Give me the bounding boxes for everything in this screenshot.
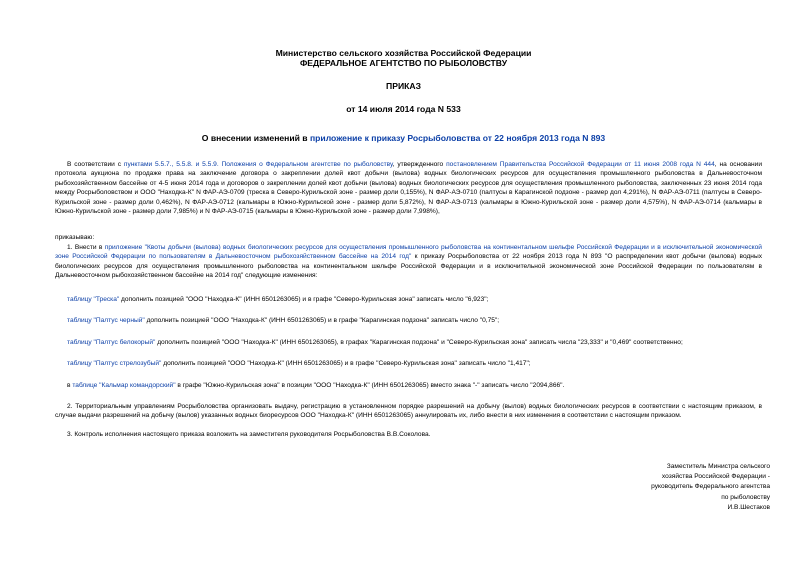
table-link-cod[interactable]: таблицу "Треска" <box>67 296 120 303</box>
table-link-black-halibut[interactable]: таблицу "Палтус черный" <box>67 317 145 324</box>
appendix-link[interactable]: приложение "Квоты добычи (вылова) водных биологических ресурсов для осуществления промышленного рыболовства на континентальном шельфе Российской Федерации и в исключительной экономической зоне Российской Федерации по пользователям в Дальневосточном рыбохозяйственном бассейне на 2014 год" <box>55 244 762 261</box>
title-prefix: О внесении изменений в <box>201 133 310 143</box>
preamble-text-3: , на основании протокола аукциона по продаже права на заключение договора о закреплении долей квот добычи (вылова) водных биологических ресурсов для осуществления промышленного рыболовства в Дальневосточном рыбохозяйственном бассейне от 4-5 июня 2014 года и договоров о закреплении долей квот добычи (вылова) водных биологических ресурсов для осуществления промышленного рыболовства, заключенных 23 июня 2014 года между Росрыболовством и ООО "Находка-К" N ФАР-АЭ-0709 (треска в Северо-Курильской зоне - размер доли 0,155%), N ФАР-АЭ-0710 (палтусы в Карагинской подзоне - размер дол 4,291%), N ФАР-АЭ-0711 (палтусы в Северо-Курильской зоне - размер доли 0,462%), N ФАР-АЭ-0712 (кальмары в Южно-Курильской зоне - размер доли 5,872%), N ФАР-АЭ-0713 (кальмары в Южно-Курильской зоне - размер доли 4,575%), N ФАР-АЭ-0714 (кальмары в Южно-Курильской зоне - размер доли 7,985%) и N ФАР-АЭ-0715 (кальмары в Южно-Курильской зоне - размер доли 7,998%), <box>55 161 763 216</box>
change-item <box>67 338 774 347</box>
item-3-paragraph: 3. Контроль исполнения настоящего приказа возложить на заместителя руководителя Росрыболовства В.В.Соколова. <box>67 431 431 438</box>
ministry-name: Министерство сельского хозяйства Российской Федерации <box>275 48 532 58</box>
preamble-text-2: , утвержденного <box>392 161 447 168</box>
title-link[interactable]: приложение к приказу Росрыболовства от 22 ноября 2013 года N 893 <box>309 133 606 143</box>
item-1-text-2: к приказу Росрыболовства от 22 ноября 2013 года N 893 "О распределении квот добычи (вылова) водных биологических ресурсов для осуществления промышленного рыболовства на континентальном шельфе Российской Федерации и в исключительной экономической зоне Российской Федерации по пользователям в Дальневосточном рыбохозяйственном бассейне на 2014 год" следующие изменения: <box>55 253 762 280</box>
agency-name: ФЕДЕРАЛЬНОЕ АГЕНТСТВО ПО РЫБОЛОВСТВУ <box>299 58 508 68</box>
document-type: ПРИКАЗ <box>386 81 421 91</box>
change-item <box>67 381 774 390</box>
change-post: в графе "Южно-Курильская зона" в позиции "ООО "Находка-К" (ИНН 6501263065) вместо знака "-" записать число "2094,866". <box>175 382 565 389</box>
change-item <box>67 295 774 304</box>
document-title <box>0 133 807 143</box>
signature-line: руководитель Федерального агентства <box>651 483 770 491</box>
regulation-points-link[interactable]: пунктами 5.5.7., 5.5.8. и 5.5.9. Положения о Федеральном агентстве по рыболовству <box>123 161 393 168</box>
preamble-paragraph <box>55 160 762 216</box>
signature-line: Заместитель Министра сельского <box>666 463 770 470</box>
table-link-arrowtooth-halibut[interactable]: таблицу "Палтус стрелозубый" <box>67 360 162 367</box>
item-1-text-1: 1. Внести в <box>67 244 105 251</box>
signature-block <box>560 462 770 513</box>
change-post: дополнить позицией "ООО "Находка-К" (ИНН 6501263065), в графах "Карагинская подзона" и "Северо-Курильская зона" записать числа "23,333" и "0,469" соответственно; <box>155 339 683 346</box>
signature-line: хозяйства Российской Федерации - <box>661 473 770 481</box>
item-1-paragraph <box>55 243 762 281</box>
table-link-commander-squid[interactable]: таблице "Кальмар командорский" <box>72 382 176 389</box>
preamble-text-1: В соответствии с <box>67 161 124 168</box>
government-resolution-link[interactable]: постановлением Правительства Российской Федерации от 11 июня 2008 года N 444 <box>446 161 715 168</box>
signature-line: по рыболовству <box>721 493 770 501</box>
order-word: приказываю: <box>55 234 95 241</box>
change-item <box>67 359 774 368</box>
change-post: дополнить позицией "ООО "Находка-К" (ИНН 6501263065) и в графе "Северо-Курильская зона" записать число "1,417"; <box>161 360 531 367</box>
change-post: дополнить позицией "ООО "Находка-К" (ИНН 6501263065) и в графе "Северо-Курильская зона" записать число "6,923"; <box>119 296 489 303</box>
change-post: дополнить позицией "ООО "Находка-К" (ИНН 6501263065) и в графе "Карагинская подзона" записать число "0,75"; <box>144 317 500 324</box>
document-date-number: от 14 июля 2014 года N 533 <box>346 104 461 114</box>
change-item <box>67 316 774 325</box>
signatory-name: И.В.Шестаков <box>727 503 770 511</box>
table-link-pacific-halibut[interactable]: таблицу "Палтус белокорый" <box>67 339 156 346</box>
item-2-paragraph: 2. Территориальным управлениям Росрыболовства организовать выдачу, регистрацию в установленном порядке разрешений на добычу (вылов) водных биологических ресурсов в соответствии с настоящим приказом, в случае выдачи разрешений на добычу (вылов) указанных водных биоресурсов ООО "Находка-К" (ИНН 6501263065) аннулировать их, либо внести в них изменения в соответствии с настоящим приказом. <box>55 403 762 420</box>
change-pre: в <box>67 382 73 389</box>
